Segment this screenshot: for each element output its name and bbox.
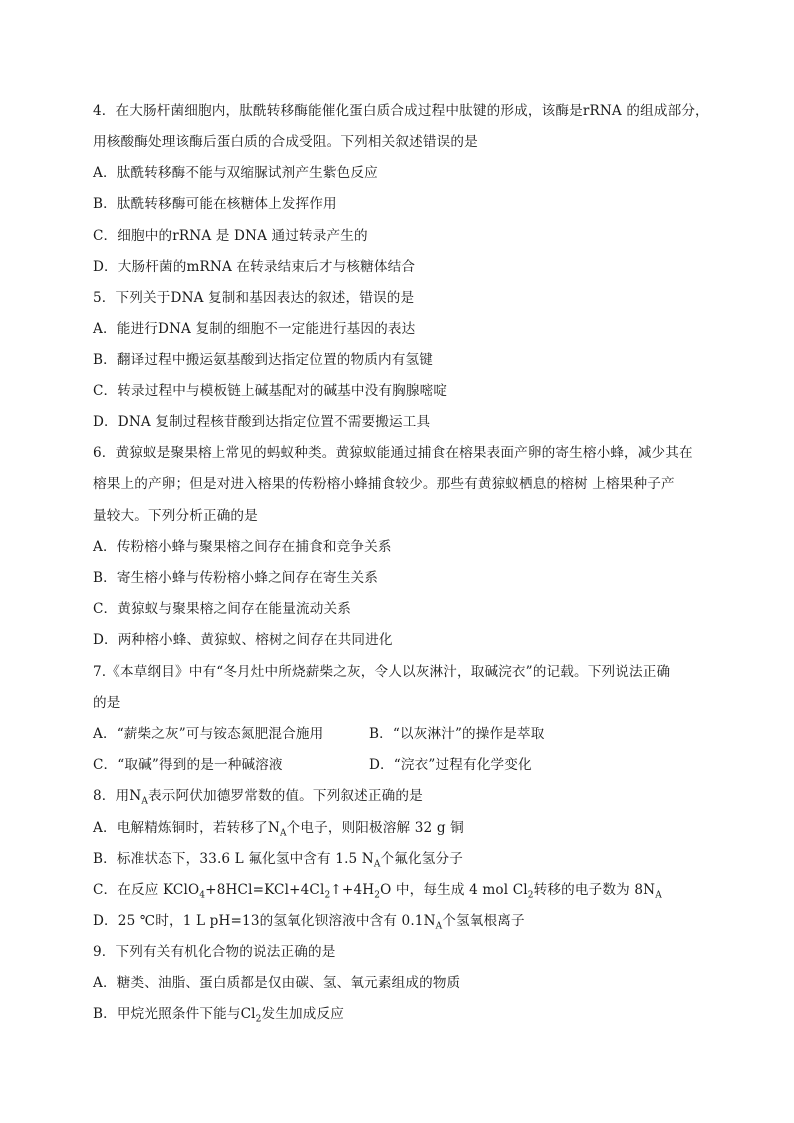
q8-b-subscript: A [373, 859, 381, 870]
q4-option-b: B．肽酰转移酶可能在核糖体上发挥作用 [93, 196, 337, 212]
q8-c-mid4: 转移的电子数为 8N [533, 882, 656, 898]
q8-c-mid3: O 中，每生成 4 mol Cl [380, 882, 528, 898]
q8-c-mid2: ↑+4H [330, 882, 375, 898]
q5-option-c: C．转录过程中与模板链上碱基配对的碱基中没有胸腺嘧啶 [93, 383, 448, 399]
q8-d-subscript: A [435, 921, 443, 932]
q7-option-d: D．“浣衣”过程有化学变化 [369, 757, 532, 773]
q7-option-b: B．“以灰淋汁”的操作是萃取 [369, 726, 545, 742]
q9-option-b [93, 1004, 703, 1024]
q8-a-text-end: 个电子，则阳极溶解 32 g 铜 [286, 820, 464, 836]
q8-c-sub3: 2 [374, 890, 381, 901]
q4-option-d: D．大肠杆菌的mRNA 在转录结束后才与核糖体结合 [93, 259, 416, 275]
q5-option-d: D．DNA 复制过程核苷酸到达指定位置不需要搬运工具 [93, 414, 431, 430]
q8-option-a [93, 818, 703, 838]
q7-stem-line2: 的是 [93, 695, 121, 711]
q7-option-a: A．“薪柴之灰”可与铵态氮肥混合施用 [93, 726, 324, 742]
q7-options-row1 [93, 724, 703, 744]
q8-c-mid1: +8HCl=KCl+4Cl [205, 882, 325, 898]
q8-stem-text: 8．用N [93, 788, 142, 804]
q6-option-c: C．黄猄蚁与聚果榕之间存在能量流动关系 [93, 601, 351, 617]
q8-stem-text-end: 表示阿伏加德罗常数的值。下列叙述正确的是 [148, 788, 423, 804]
q8-stem-subscript: A [141, 796, 148, 807]
q8-b-text-end: 个氟化氢分子 [380, 851, 463, 867]
q6-option-b: B．寄生榕小蜂与传粉榕小蜂之间存在寄生关系 [93, 570, 379, 586]
q8-stem [93, 786, 703, 806]
q7-options-row2 [93, 755, 703, 775]
q8-d-text: D．25 ℃时，1 L pH=13的氢氧化钡溶液中含有 0.1N [93, 913, 436, 929]
q8-option-c [93, 880, 703, 900]
q9-b-subscript: 2 [255, 1014, 262, 1025]
q6-stem-line3: 量较大。下列分析正确的是 [93, 508, 258, 524]
q8-option-b [93, 849, 703, 869]
q8-d-text-end: 个氢氧根离子 [442, 913, 525, 929]
q6-stem-line2: 榕果上的产卵；但是对进入榕果的传粉榕小蜂捕食较少。那些有黄猄蚁栖息的榕树 上榕果种子产 [93, 476, 675, 492]
q8-c-sub5: A [655, 890, 662, 901]
q5-option-b: B．翻译过程中搬运氨基酸到达指定位置的物质内有氢键 [93, 352, 433, 368]
q8-b-text: B．标准状态下，33.6 L 氟化氢中含有 1.5 N [93, 851, 374, 867]
q9-option-a: A．糖类、油脂、蛋白质都是仅由碳、氢、氧元素组成的物质 [93, 975, 461, 991]
q8-a-text: A．电解精炼铜时，若转移了N [93, 820, 280, 836]
q9-b-text-end: 发生加成反应 [261, 1006, 344, 1022]
q4-option-c: C．细胞中的rRNA 是 DNA 通过转录产生的 [93, 228, 368, 244]
q8-a-subscript: A [279, 828, 287, 839]
q9-b-text: B．甲烷光照条件下能与Cl [93, 1006, 256, 1022]
q8-c-sub1: 4 [199, 890, 206, 901]
q5-option-a: A．能进行DNA 复制的细胞不一定能进行基因的表达 [93, 321, 416, 337]
q8-c-text: C．在反应 KClO [93, 882, 200, 898]
q4-stem-line1: 4．在大肠杆菌细胞内，肽酰转移酶能催化蛋白质合成过程中肽键的形成，该酶是rRNA 的组成部分， [93, 103, 709, 119]
q8-c-sub2: 2 [324, 890, 331, 901]
q7-option-c: C．“取碱”得到的是一种碱溶液 [93, 757, 283, 773]
q6-stem-line1: 6．黄猄蚁是聚果榕上常见的蚂蚁种类。黄猄蚁能通过捕食在榕果表面产卵的寄生榕小蜂，减少其在 [93, 445, 693, 461]
q7-stem-line1: 7.《本草纲目》中有“冬月灶中所烧薪柴之灰，令人以灰淋汁，取碱浣衣”的记载。下列说法正确 [93, 664, 671, 680]
q8-c-sub4: 2 [527, 890, 534, 901]
q9-stem: 9．下列有关有机化合物的说法正确的是 [93, 944, 336, 960]
q8-option-d [93, 911, 703, 931]
q4-option-a: A．肽酰转移酶不能与双缩脲试剂产生紫色反应 [93, 165, 378, 181]
q6-option-d: D．两种榕小蜂、黄猄蚁、榕树之间存在共同进化 [93, 632, 393, 648]
q5-stem: 5．下列关于DNA 复制和基因表达的叙述，错误的是 [93, 290, 415, 306]
q4-stem-line2: 用核酸酶处理该酶后蛋白质的合成受阻。下列相关叙述错误的是 [93, 134, 478, 150]
q6-option-a: A．传粉榕小蜂与聚果榕之间存在捕食和竞争关系 [93, 539, 392, 555]
